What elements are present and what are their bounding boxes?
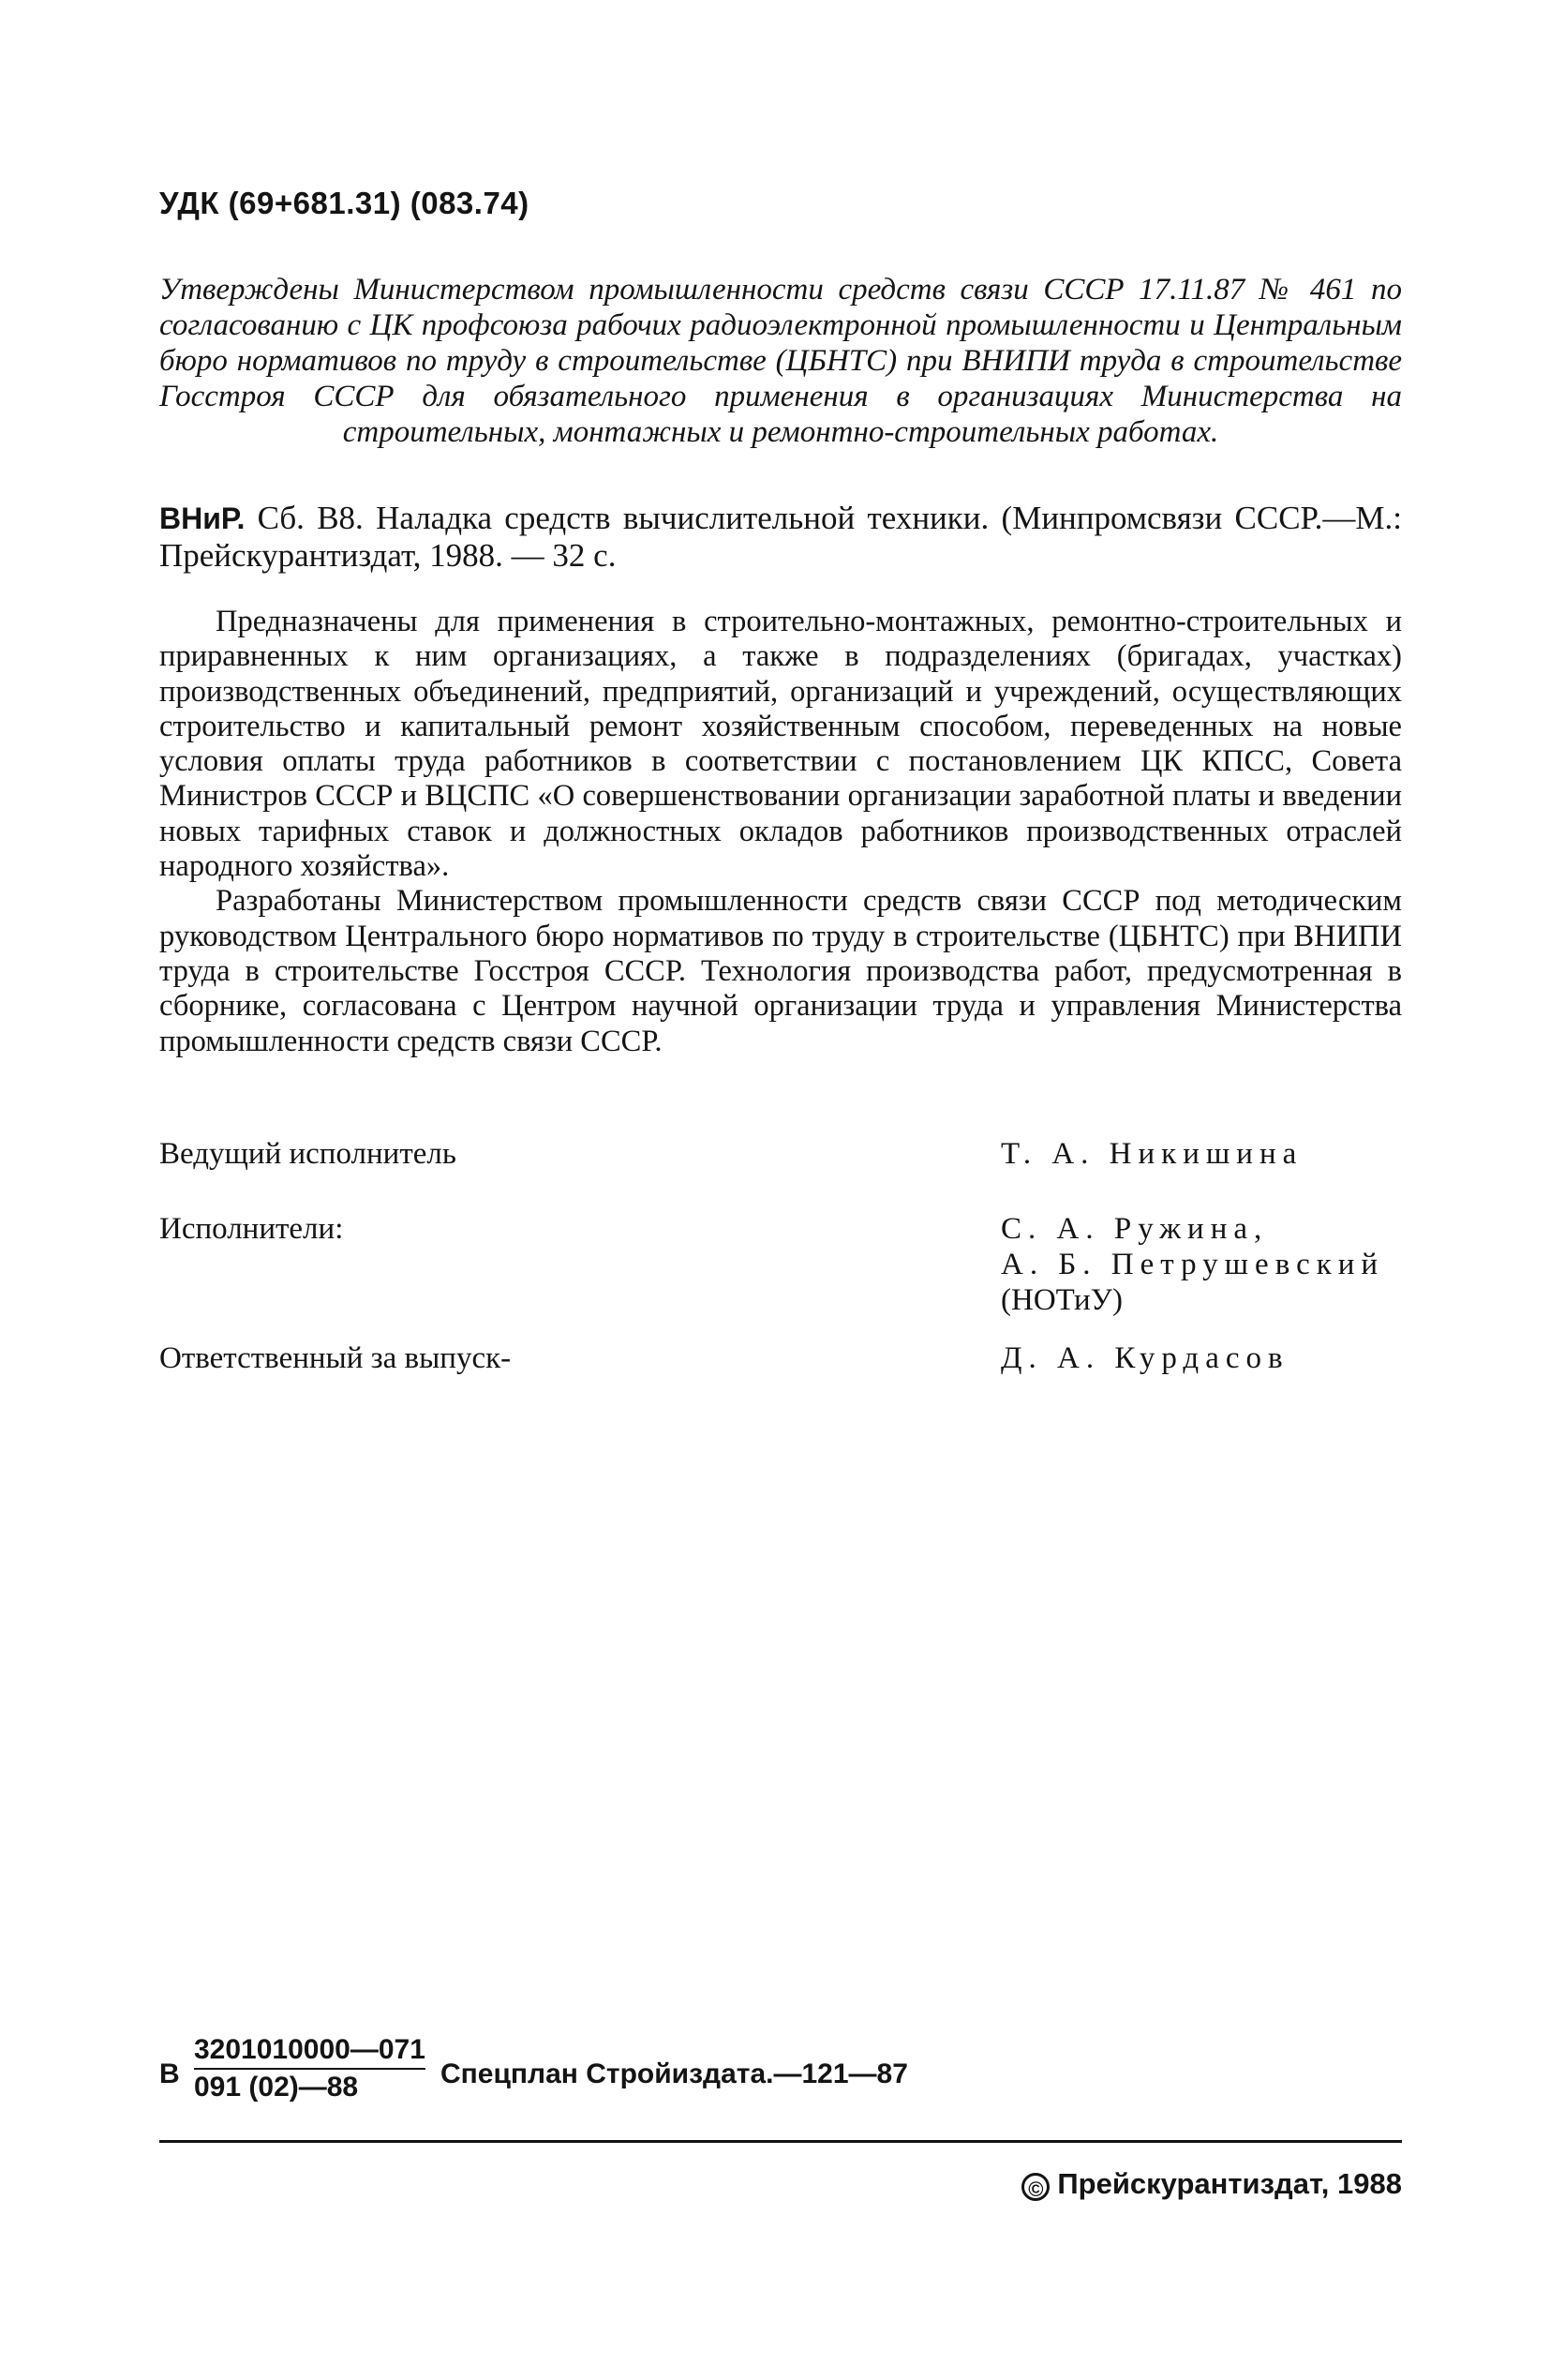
credit-executor-2-org: (НОТиУ) xyxy=(1001,1283,1124,1317)
credit-executors-names xyxy=(1001,1211,1384,1318)
copyright-icon: © xyxy=(1021,2173,1050,2201)
credit-responsible-role: Ответственный за выпуск- xyxy=(159,1341,512,1375)
annotation-paragraph-developers: Разработаны Министерством промышленности средств связи СССР под методическим руководством Центрального бюро нормативов по труду в строительстве (ЦБНТС) при ВНИПИ труда в строительстве Госстроя СССР. Технология производства работ, предусмотренная в сборнике, согласована с Центром научной организации труда и управления Министерства промышленности средств связи СССР. xyxy=(159,884,1402,1058)
credit-lead-name: Т. А. Никишина xyxy=(1001,1137,1304,1171)
copyright-line xyxy=(1021,2167,1402,2201)
credit-lead-role: Ведущий исполнитель xyxy=(159,1137,456,1171)
approval-statement: Утверждены Министерством промышленности средств связи СССР 17.11.87 № 461 по согласованию с ЦК профсоюза рабочих радиоэлектронной промышленности и Центральным бюро нормативов по труду в строительстве (ЦБНТС) при ВНИПИ труда в строительстве Госстроя СССР для обязательного применения в организациях Министерства на строительных, монтажных и ремонтно-строительных работах. xyxy=(159,273,1402,449)
credit-executor-2: А. Б. Петрушевский xyxy=(1001,1248,1385,1281)
credit-responsible-names xyxy=(1001,1340,1289,1376)
bibliographic-text: Сб. В8. Наладка средств вычислительной техники. (Минпромсвязи СССР.—М.: Прейскурантиздат, 1988. — 32 с. xyxy=(159,500,1402,574)
credit-executors xyxy=(159,1211,1402,1317)
credit-executor-1: С. А. Ружина, xyxy=(1001,1212,1269,1246)
annotation-text xyxy=(159,605,1402,1059)
divider-rule xyxy=(159,2140,1402,2143)
credit-responsible-name: Д. А. Курдасов xyxy=(1001,1341,1289,1375)
credit-executors-role: Исполнители: xyxy=(159,1212,344,1246)
credit-lead-names xyxy=(1001,1136,1303,1172)
catalog-plan-text: Спецплан Стройиздата.—121—87 xyxy=(440,2058,908,2089)
credit-responsible xyxy=(159,1340,1402,1376)
annotation-paragraph-purpose: Предназначены для применения в строительно-монтажных, ремонтно-строительных и приравненных к ним организациях, а также в подразделениях (бригадах, участках) производственных объединений, предприятий, организаций и учреждений, осуществляющих строительство и капитальный ремонт хозяйственным способом, переведенных на новые условия оплаты труда работников в соответствии с постановлением ЦК КПСС, Совета Министров СССР и ВЦСПС «О совершенствовании организации заработной платы и введении новых тарифных ставок и должностных окладов работников производственных отраслей народного хозяйства». xyxy=(159,605,1402,884)
credit-lead xyxy=(159,1136,1402,1172)
bibliographic-record xyxy=(159,500,1402,575)
catalog-denominator: 091 (02)—88 xyxy=(194,2072,359,2103)
copyright-text: Прейскурантиздат, 1988 xyxy=(1057,2167,1402,2200)
catalog-letter: В xyxy=(159,2058,180,2089)
catalog-numerator: 3201010000—071 xyxy=(194,2034,425,2070)
catalog-fraction xyxy=(194,2034,425,2103)
udc-code: УДК (69+681.31) (083.74) xyxy=(159,186,529,220)
bibliographic-abbreviation: ВНиР. xyxy=(159,501,246,535)
